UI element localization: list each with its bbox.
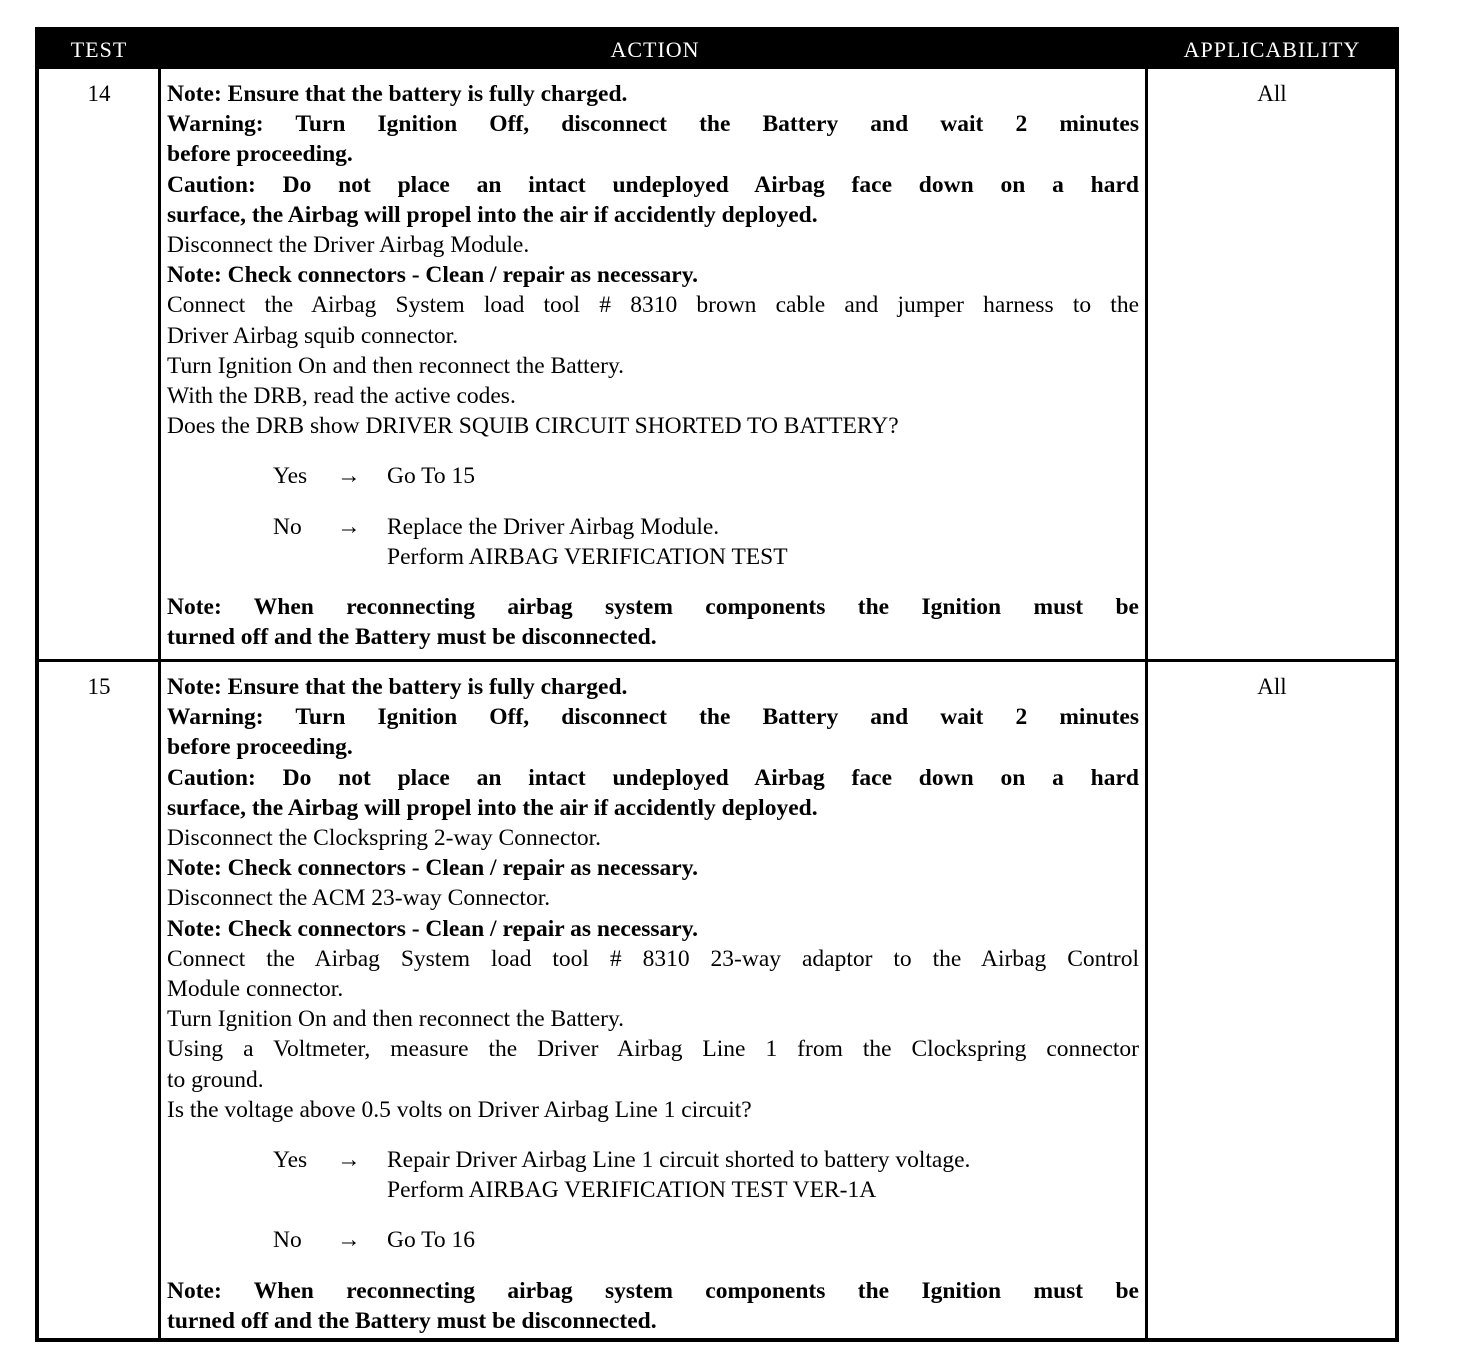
action-line: Turn Ignition On and then reconnect the Battery. [167, 1006, 625, 1033]
action-line: Disconnect the ACM 23-way Connector. [167, 885, 551, 912]
yes-branch [273, 1145, 1139, 1175]
action-line: Caution: Do not place an intact undeployed Airbag face down on a hard [167, 764, 1139, 791]
action-line: surface, the Airbag will propel into the air if accidently deployed. [167, 794, 818, 821]
action-line: Using a Voltmeter, measure the Driver Airbag Line 1 from the Clockspring connector [167, 1036, 1139, 1063]
action-line: Note: Ensure that the battery is fully charged. [167, 81, 628, 107]
test-number: 14 [87, 81, 111, 106]
action-line: Note: Check connectors - Clean / repair as necessary. [167, 915, 699, 942]
arrow-right-icon: → [337, 1227, 361, 1254]
table-header [39, 31, 1395, 69]
action-line: With the DRB, read the active codes. [167, 383, 516, 410]
action-cell [167, 79, 1139, 652]
action-line: Note: Ensure that the battery is fully charged. [167, 674, 628, 700]
action-line: Does the DRB show DRIVER SQUIB CIRCUIT SHORTED TO BATTERY? [167, 413, 899, 440]
arrow-right-icon: → [337, 463, 361, 490]
diagnostic-table [35, 27, 1399, 1342]
closing-note: Note: When reconnecting airbag system components the Ignition must be [167, 1277, 1139, 1304]
action-line: Turn Ignition On and then reconnect the Battery. [167, 352, 625, 379]
action-line: Disconnect the Driver Airbag Module. [167, 232, 530, 259]
no-result: Go To 16 [387, 1227, 476, 1254]
action-line: Module connector. [167, 976, 344, 1003]
yes-branch [273, 461, 1139, 491]
action-cell [167, 672, 1139, 1336]
test-number: 15 [87, 674, 111, 699]
yes-result-line-2: Perform AIRBAG VERIFICATION TEST VER-1A [387, 1177, 877, 1204]
no-result: Replace the Driver Airbag Module. [387, 513, 720, 540]
action-line: Connect the Airbag System load tool # 8310 brown cable and jumper harness to the [167, 292, 1139, 319]
yes-label: Yes [273, 1147, 308, 1174]
action-line: surface, the Airbag will propel into the air if accidently deployed. [167, 201, 818, 228]
table-row [39, 662, 1395, 1338]
table-row [39, 69, 1395, 662]
applicability-value: All [1257, 81, 1287, 106]
action-line: Warning: Turn Ignition Off, disconnect the Battery and wait 2 minutes [167, 111, 1139, 138]
action-line: Caution: Do not place an intact undeployed Airbag face down on a hard [167, 171, 1139, 198]
action-line: Note: Check connectors - Clean / repair as necessary. [167, 262, 699, 289]
action-line: before proceeding. [167, 141, 353, 168]
action-line: before proceeding. [167, 734, 353, 761]
closing-note: turned off and the Battery must be disconnected. [167, 624, 657, 651]
closing-note: turned off and the Battery must be disconnected. [167, 1307, 657, 1334]
yes-label: Yes [273, 463, 308, 490]
action-line: Note: Check connectors - Clean / repair as necessary. [167, 855, 699, 882]
action-line: Disconnect the Clockspring 2-way Connector. [167, 825, 602, 852]
header-action: ACTION [610, 37, 700, 62]
action-line: Connect the Airbag System load tool # 8310 23-way adaptor to the Airbag Control [167, 945, 1139, 972]
arrow-right-icon: → [337, 1147, 361, 1174]
header-applicability: APPLICABILITY [1183, 37, 1361, 62]
header-test: TEST [70, 37, 128, 62]
yes-result: Go To 15 [387, 463, 476, 490]
action-line: Is the voltage above 0.5 volts on Driver Airbag Line 1 circuit? [167, 1096, 752, 1123]
closing-note: Note: When reconnecting airbag system components the Ignition must be [167, 594, 1139, 620]
no-branch [273, 512, 1139, 542]
action-line: Warning: Turn Ignition Off, disconnect the Battery and wait 2 minutes [167, 704, 1139, 731]
no-result-line-2: Perform AIRBAG VERIFICATION TEST [387, 543, 788, 570]
no-branch [273, 1225, 1139, 1255]
no-label: No [273, 1227, 302, 1254]
no-label: No [273, 513, 302, 540]
yes-result: Repair Driver Airbag Line 1 circuit shorted to battery voltage. [387, 1147, 971, 1174]
action-line: Driver Airbag squib connector. [167, 322, 459, 349]
applicability-value: All [1257, 674, 1287, 699]
arrow-right-icon: → [337, 513, 361, 540]
action-line: to ground. [167, 1066, 264, 1093]
